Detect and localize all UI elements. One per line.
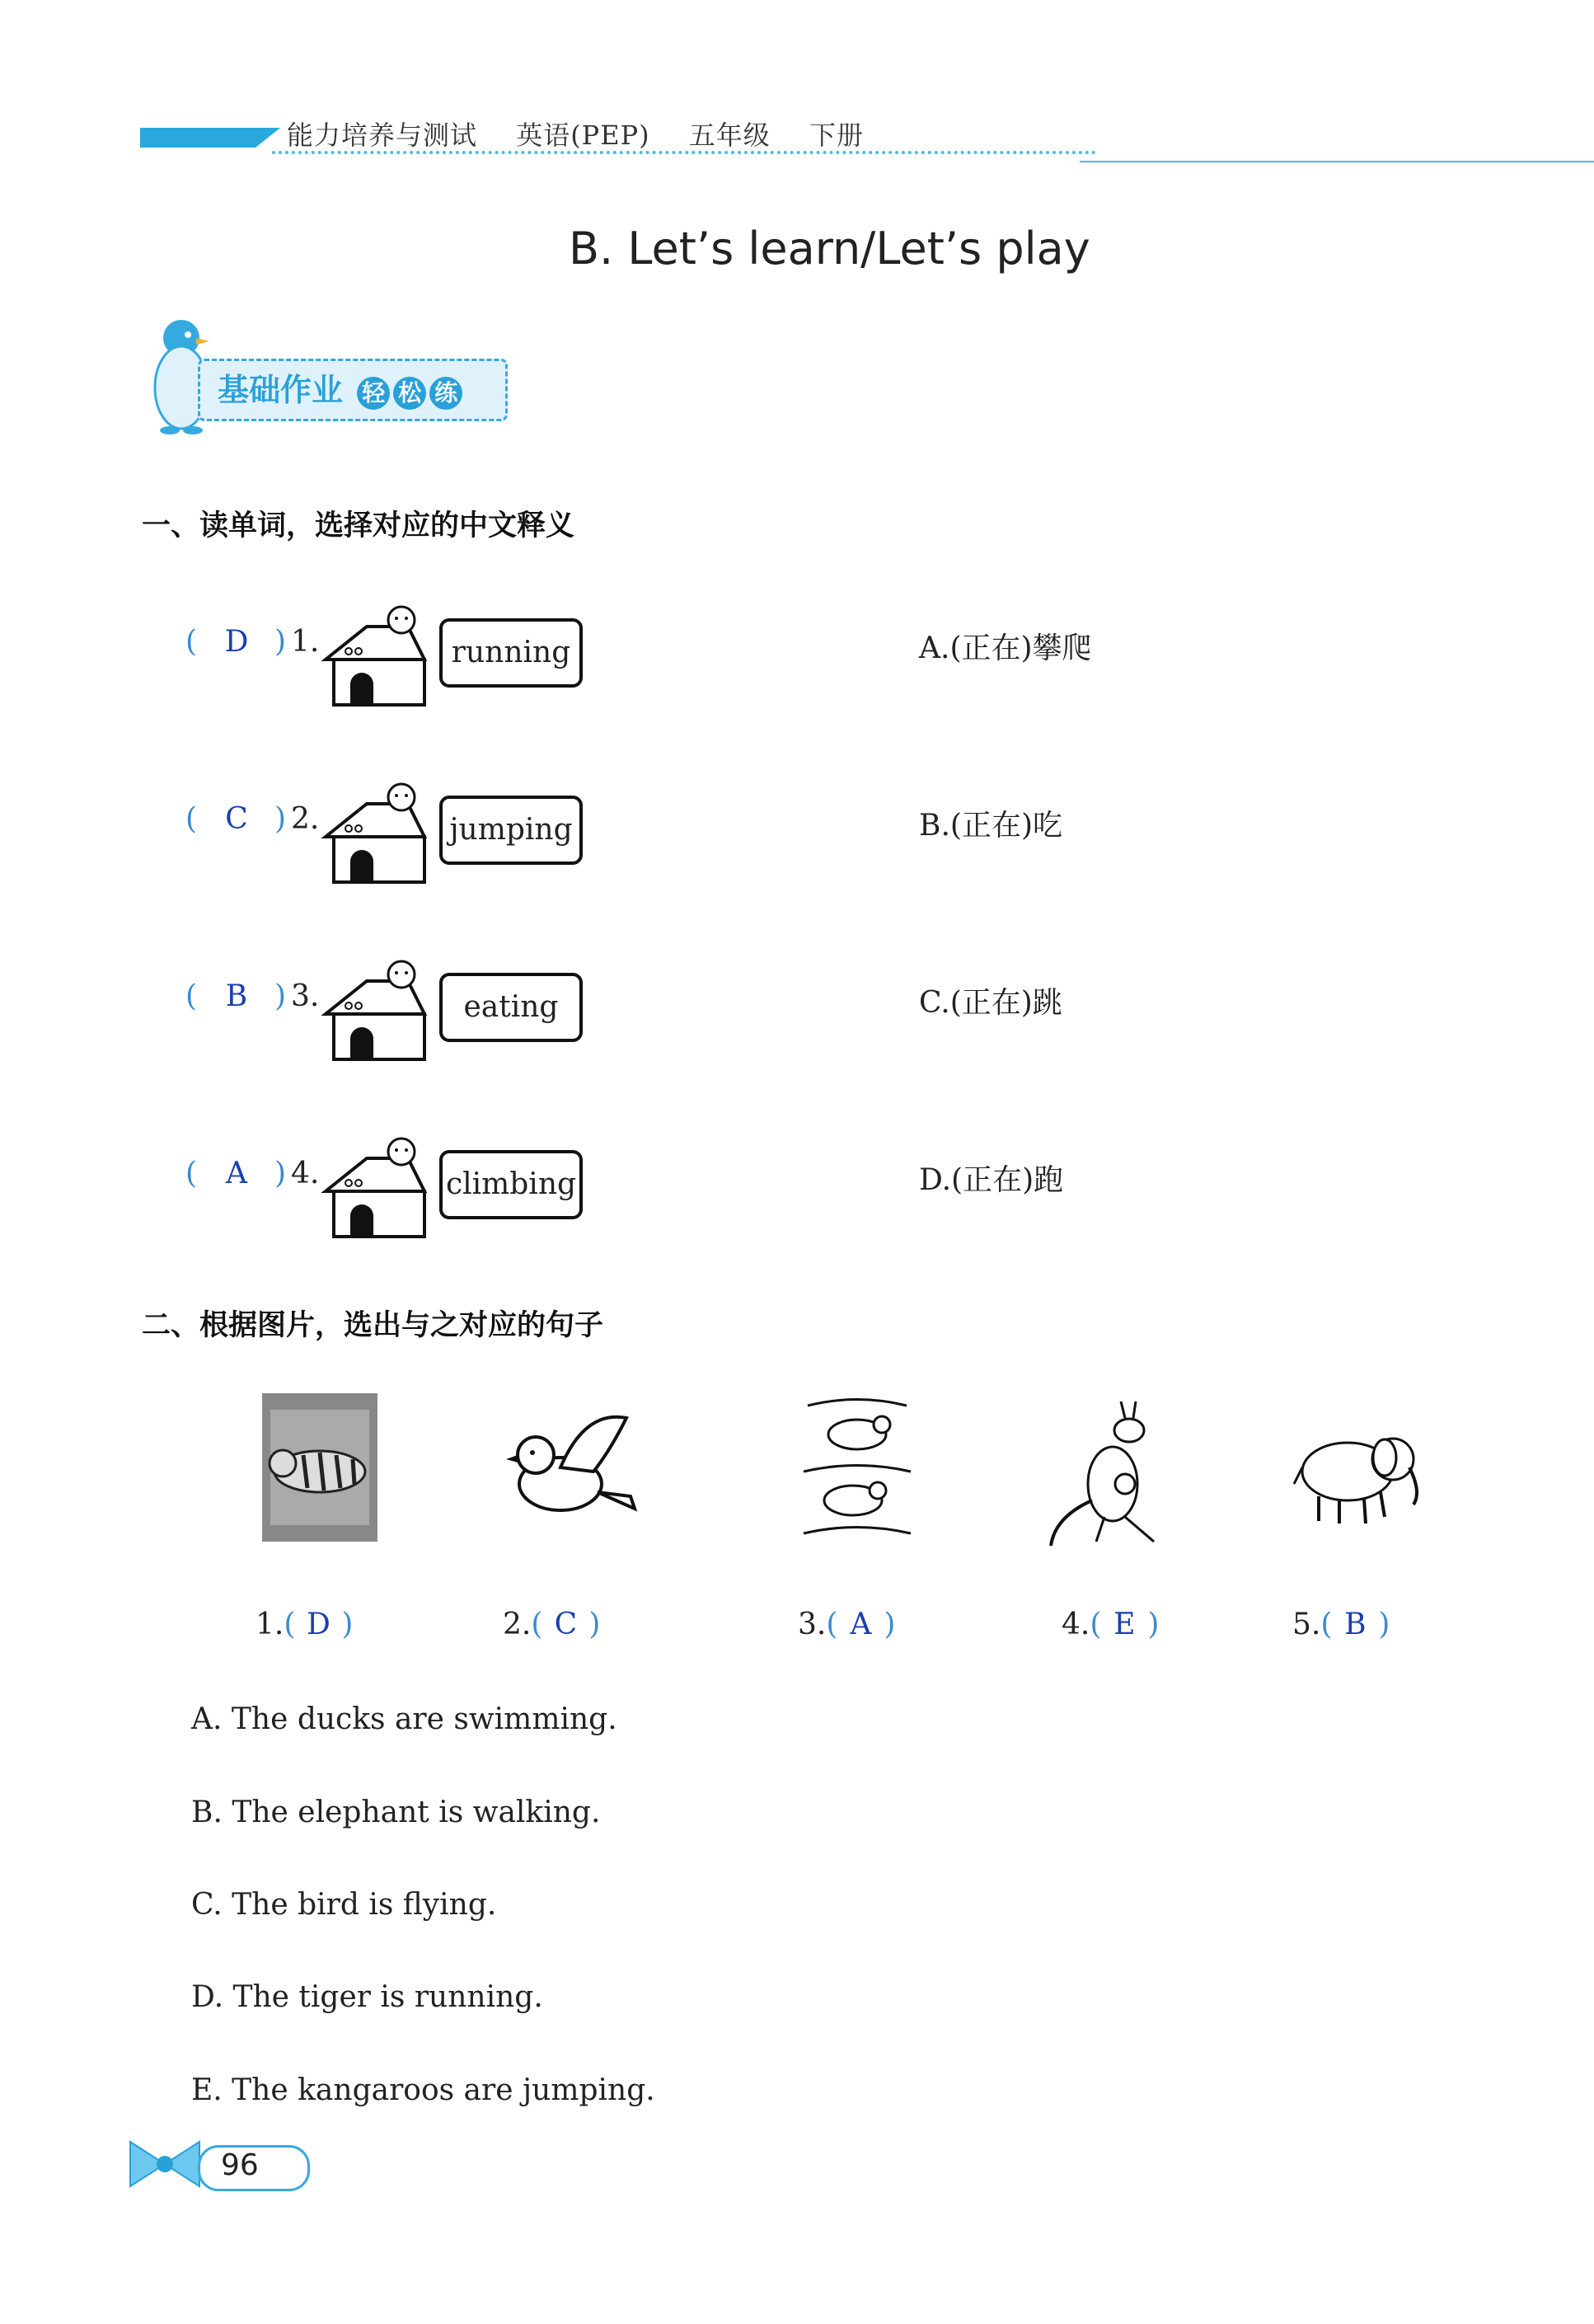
badge-char-1: 轻 <box>357 377 390 410</box>
bow-icon <box>124 2135 206 2193</box>
question-row-2 <box>185 779 1422 886</box>
open-paren: ( <box>185 802 198 836</box>
header-rule <box>1080 161 1594 162</box>
answer-mark: D <box>306 1608 331 1641</box>
bird-image <box>495 1393 643 1542</box>
question-number: 2. <box>291 802 320 836</box>
sentence-option-b: B. The elephant is walking. <box>191 1796 601 1829</box>
open-paren: ( <box>185 1157 198 1190</box>
question-row-3 <box>185 956 1422 1063</box>
sentence-option-e: E. The kangaroos are jumping. <box>191 2073 655 2107</box>
ducks-image <box>799 1393 915 1550</box>
picture-answer-4: 4.( E ) <box>1062 1608 1160 1641</box>
close-paren: ) <box>274 625 287 659</box>
open-paren: ( <box>185 625 198 659</box>
sentence-option-a: A. The ducks are swimming. <box>191 1702 617 1736</box>
house-icon <box>317 1134 441 1241</box>
kangaroo-image <box>1047 1393 1170 1550</box>
word-box: climbing <box>439 1150 583 1219</box>
sentence-option-d: D. The tiger is running. <box>191 1980 543 2014</box>
answer-number: 1. <box>256 1608 284 1641</box>
page-number-badge <box>124 2135 313 2193</box>
part2-title: 二、根据图片，选出与之对应的句子 <box>142 1309 604 1342</box>
header-dotted-line <box>272 151 1096 154</box>
question-number: 3. <box>291 979 320 1013</box>
question-number: 4. <box>291 1157 320 1190</box>
picture-answer-5: 5.( B ) <box>1292 1608 1390 1641</box>
house-icon <box>317 956 441 1063</box>
close-paren: ) <box>274 802 287 836</box>
lesson-title: B. Let’s learn/Let’s play <box>569 223 1090 275</box>
answer-mark: C <box>225 802 248 836</box>
answer-number: 3. <box>798 1608 827 1641</box>
house-icon <box>317 779 441 886</box>
house-icon <box>317 602 441 709</box>
chinese-option: B.(正在)吃 <box>919 809 1062 843</box>
word-box: running <box>439 618 583 688</box>
header-text <box>287 115 893 153</box>
header-tab <box>140 128 256 148</box>
answer-mark: A <box>850 1608 872 1641</box>
picture-answer-3: 3.( A ) <box>798 1608 896 1641</box>
close-paren: ) <box>274 1157 287 1190</box>
question-row-4 <box>185 1134 1422 1241</box>
badge-label <box>218 364 462 410</box>
volume: 下册 <box>809 120 864 151</box>
close-paren: ) <box>274 979 287 1013</box>
chinese-option: C.(正在)跳 <box>919 986 1062 1020</box>
page-number: 96 <box>221 2148 259 2182</box>
answer-number: 4. <box>1062 1608 1090 1641</box>
book-title: 能力培养与测试 <box>287 120 478 151</box>
badge-char-2: 松 <box>393 377 426 410</box>
word-box: eating <box>439 973 583 1042</box>
elephant-image <box>1290 1393 1430 1542</box>
answer-number: 5. <box>1292 1608 1321 1641</box>
page-header <box>140 111 1500 169</box>
badge-main-text: 基础作业 <box>218 372 344 408</box>
picture-answer-1: 1.( D ) <box>256 1608 354 1641</box>
badge-char-3: 练 <box>429 377 462 410</box>
open-paren: ( <box>185 979 198 1013</box>
answer-mark: C <box>554 1608 578 1641</box>
question-number: 1. <box>291 625 320 659</box>
section-badge <box>148 313 511 437</box>
chinese-option: A.(正在)攀爬 <box>919 631 1092 665</box>
chinese-option: D.(正在)跑 <box>919 1163 1064 1197</box>
sentence-option-c: C. The bird is flying. <box>191 1888 497 1922</box>
answer-mark: D <box>224 625 249 659</box>
word-box: jumping <box>439 796 583 865</box>
subject: 英语(PEP) <box>516 120 650 151</box>
part1-title: 一、读单词，选择对应的中文释义 <box>142 509 575 542</box>
question-row-1 <box>185 602 1422 709</box>
answer-number: 2. <box>503 1608 532 1641</box>
tiger-image <box>262 1393 377 1542</box>
grade: 五年级 <box>688 120 771 151</box>
answer-mark: B <box>225 979 248 1013</box>
answer-mark: A <box>226 1157 247 1190</box>
picture-answer-2: 2.( C ) <box>503 1608 601 1641</box>
answer-mark: E <box>1113 1608 1136 1641</box>
answer-mark: B <box>1344 1608 1367 1641</box>
